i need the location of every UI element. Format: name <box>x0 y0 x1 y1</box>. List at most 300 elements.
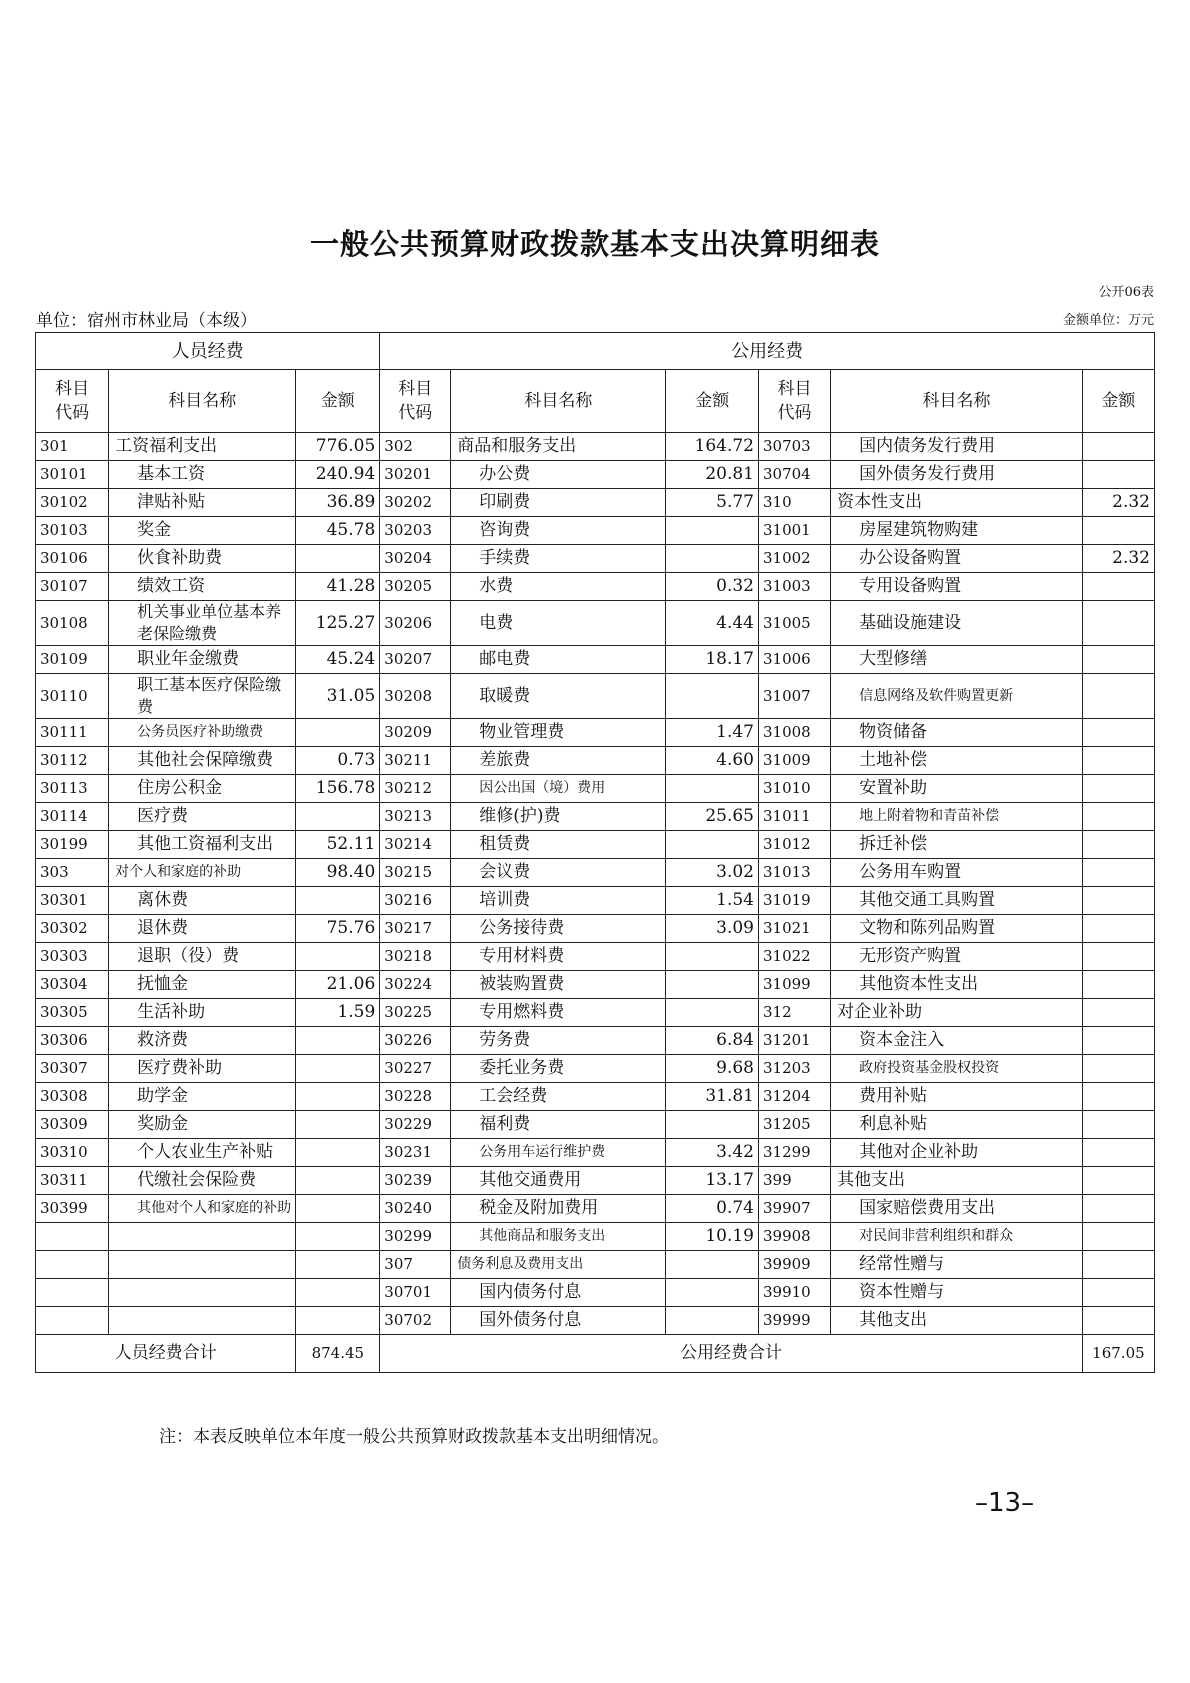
amount-cell <box>666 1251 759 1279</box>
amount-cell: 3.09 <box>666 915 759 943</box>
code-cell: 30106 <box>36 545 109 573</box>
name-cell: 奖金 <box>109 517 296 545</box>
table-row <box>36 859 1155 887</box>
name-cell: 资本金注入 <box>831 1027 1083 1055</box>
name-cell <box>109 1307 296 1335</box>
form-number: 公开06表 <box>1098 285 1154 300</box>
code-cell: 303 <box>36 859 109 887</box>
code-cell: 31010 <box>759 775 831 803</box>
table-row <box>36 489 1155 517</box>
name-cell: 医疗费 <box>109 803 296 831</box>
header-name: 科目名称 <box>109 370 296 433</box>
code-cell: 312 <box>759 999 831 1027</box>
amount-cell <box>1082 1279 1154 1307</box>
code-cell: 39908 <box>759 1223 831 1251</box>
code-cell: 30240 <box>380 1195 451 1223</box>
code-cell: 31007 <box>759 674 831 719</box>
table-row <box>36 1279 1155 1307</box>
name-cell: 个人农业生产补贴 <box>109 1139 296 1167</box>
name-cell: 维修(护)费 <box>451 803 666 831</box>
amount-cell: 98.40 <box>296 859 380 887</box>
amount-cell <box>666 674 759 719</box>
amount-cell <box>1082 1111 1154 1139</box>
header-code: 科目 代码 <box>759 370 831 433</box>
code-cell: 30226 <box>380 1027 451 1055</box>
table-row <box>36 775 1155 803</box>
code-cell: 31003 <box>759 573 831 601</box>
name-cell: 其他交通费用 <box>451 1167 666 1195</box>
amount-cell <box>1082 674 1154 719</box>
code-cell: 30702 <box>380 1307 451 1335</box>
code-cell: 30304 <box>36 971 109 999</box>
name-cell: 办公费 <box>451 461 666 489</box>
name-cell: 资本性赠与 <box>831 1279 1083 1307</box>
code-cell: 30211 <box>380 747 451 775</box>
amount-cell <box>296 943 380 971</box>
name-cell: 租赁费 <box>451 831 666 859</box>
code-cell: 30216 <box>380 887 451 915</box>
amount-cell: 0.32 <box>666 573 759 601</box>
amount-cell: 31.05 <box>296 674 380 719</box>
name-cell: 工会经费 <box>451 1083 666 1111</box>
name-cell: 物资储备 <box>831 719 1083 747</box>
header-name: 科目名称 <box>831 370 1083 433</box>
amount-cell <box>1082 461 1154 489</box>
header-amount: 金额 <box>1082 370 1154 433</box>
name-cell: 劳务费 <box>451 1027 666 1055</box>
table-row <box>36 1111 1155 1139</box>
name-cell: 福利费 <box>451 1111 666 1139</box>
amount-cell <box>296 887 380 915</box>
code-cell: 30302 <box>36 915 109 943</box>
name-cell: 津贴补贴 <box>109 489 296 517</box>
name-cell: 基本工资 <box>109 461 296 489</box>
name-cell: 公务用车运行维护费 <box>451 1139 666 1167</box>
code-cell: 30112 <box>36 747 109 775</box>
name-cell: 生活补助 <box>109 999 296 1027</box>
amount-cell <box>296 1111 380 1139</box>
code-cell: 30701 <box>380 1279 451 1307</box>
amount-cell: 125.27 <box>296 601 380 646</box>
amount-cell <box>1082 1083 1154 1111</box>
name-cell: 因公出国（境）费用 <box>451 775 666 803</box>
code-cell: 39907 <box>759 1195 831 1223</box>
name-cell: 房屋建筑物购建 <box>831 517 1083 545</box>
name-cell: 国外债务发行费用 <box>831 461 1083 489</box>
name-cell: 公务用车购置 <box>831 859 1083 887</box>
name-cell: 债务利息及费用支出 <box>451 1251 666 1279</box>
name-cell: 手续费 <box>451 545 666 573</box>
amount-cell <box>666 999 759 1027</box>
name-cell: 公务接待费 <box>451 915 666 943</box>
code-cell: 31204 <box>759 1083 831 1111</box>
name-cell: 费用补贴 <box>831 1083 1083 1111</box>
amount-cell <box>1082 1055 1154 1083</box>
amount-cell <box>666 831 759 859</box>
name-cell: 无形资产购置 <box>831 943 1083 971</box>
amount-cell <box>666 1307 759 1335</box>
header-name: 科目名称 <box>451 370 666 433</box>
code-cell: 30301 <box>36 887 109 915</box>
page-number: –13– <box>975 1488 1035 1518</box>
code-cell: 30308 <box>36 1083 109 1111</box>
amount-cell <box>1082 1195 1154 1223</box>
name-cell: 邮电费 <box>451 646 666 674</box>
amount-cell <box>1082 915 1154 943</box>
amount-cell: 18.17 <box>666 646 759 674</box>
name-cell: 救济费 <box>109 1027 296 1055</box>
name-cell: 住房公积金 <box>109 775 296 803</box>
table-row <box>36 943 1155 971</box>
code-cell: 30207 <box>380 646 451 674</box>
public-total-amount: 167.05 <box>1082 1335 1154 1373</box>
amount-cell <box>296 1223 380 1251</box>
code-cell: 31006 <box>759 646 831 674</box>
totals-row <box>36 1335 1155 1373</box>
code-cell: 30227 <box>380 1055 451 1083</box>
code-cell: 30107 <box>36 573 109 601</box>
code-cell <box>36 1251 109 1279</box>
header-code: 科目 代码 <box>36 370 109 433</box>
amount-cell <box>296 1027 380 1055</box>
amount-cell <box>296 545 380 573</box>
table-row <box>36 573 1155 601</box>
table-row <box>36 601 1155 646</box>
code-cell: 30399 <box>36 1195 109 1223</box>
amount-cell: 20.81 <box>666 461 759 489</box>
name-cell: 物业管理费 <box>451 719 666 747</box>
code-cell: 30311 <box>36 1167 109 1195</box>
amount-cell <box>1082 859 1154 887</box>
table-row <box>36 747 1155 775</box>
name-cell: 被装购置费 <box>451 971 666 999</box>
code-cell: 39910 <box>759 1279 831 1307</box>
amount-cell: 36.89 <box>296 489 380 517</box>
code-cell: 30303 <box>36 943 109 971</box>
amount-cell: 1.59 <box>296 999 380 1027</box>
table-row <box>36 719 1155 747</box>
name-cell: 办公设备购置 <box>831 545 1083 573</box>
name-cell: 专用材料费 <box>451 943 666 971</box>
name-cell: 其他交通工具购置 <box>831 887 1083 915</box>
code-cell: 31021 <box>759 915 831 943</box>
code-cell: 31001 <box>759 517 831 545</box>
name-cell: 印刷费 <box>451 489 666 517</box>
expenditure-table <box>35 332 1155 1373</box>
amount-cell: 4.44 <box>666 601 759 646</box>
name-cell: 职业年金缴费 <box>109 646 296 674</box>
code-cell: 30101 <box>36 461 109 489</box>
table-row <box>36 1027 1155 1055</box>
amount-cell <box>1082 1223 1154 1251</box>
amount-cell: 31.81 <box>666 1083 759 1111</box>
money-unit: 金额单位：万元 <box>1062 313 1154 328</box>
amount-cell: 4.60 <box>666 747 759 775</box>
table-row <box>36 999 1155 1027</box>
amount-cell: 13.17 <box>666 1167 759 1195</box>
code-cell: 30202 <box>380 489 451 517</box>
amount-cell <box>666 545 759 573</box>
amount-cell <box>296 1279 380 1307</box>
table-row <box>36 831 1155 859</box>
table-row <box>36 545 1155 573</box>
name-cell <box>109 1279 296 1307</box>
code-cell: 30102 <box>36 489 109 517</box>
amount-cell: 3.42 <box>666 1139 759 1167</box>
name-cell: 咨询费 <box>451 517 666 545</box>
code-cell: 31019 <box>759 887 831 915</box>
name-cell: 伙食补助费 <box>109 545 296 573</box>
code-cell: 31203 <box>759 1055 831 1083</box>
name-cell: 利息补贴 <box>831 1111 1083 1139</box>
name-cell: 工资福利支出 <box>109 433 296 461</box>
amount-cell <box>1082 943 1154 971</box>
amount-cell <box>1082 1307 1154 1335</box>
table-row <box>36 1055 1155 1083</box>
amount-cell <box>1082 719 1154 747</box>
reporting-unit: 单位：宿州市林业局（本级） <box>36 311 257 331</box>
name-cell: 其他支出 <box>831 1307 1083 1335</box>
table-row <box>36 1307 1155 1335</box>
code-cell: 31013 <box>759 859 831 887</box>
name-cell: 水费 <box>451 573 666 601</box>
amount-cell <box>1082 803 1154 831</box>
code-cell: 30214 <box>380 831 451 859</box>
code-cell: 30209 <box>380 719 451 747</box>
code-cell: 31012 <box>759 831 831 859</box>
name-cell: 机关事业单位基本养老保险缴费 <box>109 601 296 646</box>
code-cell: 30218 <box>380 943 451 971</box>
name-cell: 大型修缮 <box>831 646 1083 674</box>
code-cell <box>36 1307 109 1335</box>
table-row <box>36 674 1155 719</box>
name-cell: 拆迁补偿 <box>831 831 1083 859</box>
amount-cell: 21.06 <box>296 971 380 999</box>
name-cell: 基础设施建设 <box>831 601 1083 646</box>
amount-cell <box>666 1111 759 1139</box>
code-cell: 39999 <box>759 1307 831 1335</box>
amount-cell <box>1082 433 1154 461</box>
code-cell: 30208 <box>380 674 451 719</box>
amount-cell: 25.65 <box>666 803 759 831</box>
table-row <box>36 1223 1155 1251</box>
name-cell: 国内债务发行费用 <box>831 433 1083 461</box>
code-cell: 30231 <box>380 1139 451 1167</box>
table-row <box>36 887 1155 915</box>
name-cell: 商品和服务支出 <box>451 433 666 461</box>
code-cell: 30239 <box>380 1167 451 1195</box>
name-cell: 信息网络及软件购置更新 <box>831 674 1083 719</box>
name-cell: 差旅费 <box>451 747 666 775</box>
code-cell: 30704 <box>759 461 831 489</box>
name-cell: 文物和陈列品购置 <box>831 915 1083 943</box>
name-cell: 对民间非营利组织和群众 <box>831 1223 1083 1251</box>
amount-cell: 41.28 <box>296 573 380 601</box>
name-cell: 医疗费补助 <box>109 1055 296 1083</box>
amount-cell: 0.74 <box>666 1195 759 1223</box>
code-cell: 30206 <box>380 601 451 646</box>
code-cell: 30205 <box>380 573 451 601</box>
code-cell: 30109 <box>36 646 109 674</box>
code-cell: 30111 <box>36 719 109 747</box>
table-row <box>36 971 1155 999</box>
name-cell: 其他社会保障缴费 <box>109 747 296 775</box>
amount-cell: 0.73 <box>296 747 380 775</box>
name-cell: 地上附着物和青苗补偿 <box>831 803 1083 831</box>
code-cell: 31099 <box>759 971 831 999</box>
code-cell: 302 <box>380 433 451 461</box>
amount-cell <box>296 1055 380 1083</box>
amount-cell <box>1082 517 1154 545</box>
amount-cell <box>296 1139 380 1167</box>
code-cell: 30703 <box>759 433 831 461</box>
code-cell: 307 <box>380 1251 451 1279</box>
name-cell: 绩效工资 <box>109 573 296 601</box>
amount-cell <box>666 517 759 545</box>
code-cell: 31201 <box>759 1027 831 1055</box>
code-cell <box>36 1223 109 1251</box>
amount-cell: 52.11 <box>296 831 380 859</box>
name-cell <box>109 1251 296 1279</box>
amount-cell: 10.19 <box>666 1223 759 1251</box>
name-cell: 土地补偿 <box>831 747 1083 775</box>
name-cell: 委托业务费 <box>451 1055 666 1083</box>
code-cell: 310 <box>759 489 831 517</box>
amount-cell: 164.72 <box>666 433 759 461</box>
name-cell: 资本性支出 <box>831 489 1083 517</box>
amount-cell <box>1082 1027 1154 1055</box>
code-cell: 30113 <box>36 775 109 803</box>
header-code: 科目 代码 <box>380 370 451 433</box>
table-row <box>36 1083 1155 1111</box>
code-cell: 31022 <box>759 943 831 971</box>
code-cell: 31002 <box>759 545 831 573</box>
amount-cell <box>1082 887 1154 915</box>
name-cell: 国内债务付息 <box>451 1279 666 1307</box>
amount-cell <box>296 719 380 747</box>
amount-cell <box>1082 1139 1154 1167</box>
code-cell: 31009 <box>759 747 831 775</box>
name-cell: 奖励金 <box>109 1111 296 1139</box>
page-title: 一般公共预算财政拨款基本支出决算明细表 <box>309 227 880 261</box>
personnel-total-label: 人员经费合计 <box>36 1335 296 1373</box>
amount-cell: 1.47 <box>666 719 759 747</box>
amount-cell <box>1082 775 1154 803</box>
amount-cell: 3.02 <box>666 859 759 887</box>
code-cell: 30305 <box>36 999 109 1027</box>
code-cell: 39909 <box>759 1251 831 1279</box>
code-cell: 30201 <box>380 461 451 489</box>
code-cell: 30213 <box>380 803 451 831</box>
header-amount: 金额 <box>666 370 759 433</box>
code-cell: 30228 <box>380 1083 451 1111</box>
code-cell: 30310 <box>36 1139 109 1167</box>
table-row <box>36 1167 1155 1195</box>
name-cell: 税金及附加费用 <box>451 1195 666 1223</box>
amount-cell <box>666 775 759 803</box>
name-cell: 会议费 <box>451 859 666 887</box>
name-cell: 专用设备购置 <box>831 573 1083 601</box>
name-cell: 国家赔偿费用支出 <box>831 1195 1083 1223</box>
name-cell: 助学金 <box>109 1083 296 1111</box>
code-cell: 30212 <box>380 775 451 803</box>
amount-cell <box>296 1195 380 1223</box>
table-row <box>36 433 1155 461</box>
code-cell: 31005 <box>759 601 831 646</box>
group-header-public: 公用经费 <box>380 333 1155 370</box>
amount-cell: 2.32 <box>1082 545 1154 573</box>
code-cell: 30299 <box>380 1223 451 1251</box>
name-cell: 退休费 <box>109 915 296 943</box>
amount-cell: 156.78 <box>296 775 380 803</box>
code-cell: 30307 <box>36 1055 109 1083</box>
amount-cell <box>1082 1251 1154 1279</box>
amount-cell <box>1082 747 1154 775</box>
code-cell: 301 <box>36 433 109 461</box>
name-cell: 抚恤金 <box>109 971 296 999</box>
amount-cell <box>666 943 759 971</box>
name-cell: 离休费 <box>109 887 296 915</box>
amount-cell <box>666 1279 759 1307</box>
code-cell: 30217 <box>380 915 451 943</box>
name-cell: 其他对个人和家庭的补助 <box>109 1195 296 1223</box>
amount-cell <box>296 1083 380 1111</box>
amount-cell: 1.54 <box>666 887 759 915</box>
table-row <box>36 1139 1155 1167</box>
table-note: 注：本表反映单位本年度一般公共预算财政拨款基本支出明细情况。 <box>159 1427 669 1447</box>
code-cell: 30199 <box>36 831 109 859</box>
code-cell: 30306 <box>36 1027 109 1055</box>
amount-cell <box>1082 831 1154 859</box>
code-cell: 30103 <box>36 517 109 545</box>
code-cell: 30215 <box>380 859 451 887</box>
name-cell: 对企业补助 <box>831 999 1083 1027</box>
table-row <box>36 1251 1155 1279</box>
name-cell: 其他商品和服务支出 <box>451 1223 666 1251</box>
amount-cell <box>1082 971 1154 999</box>
code-cell: 30309 <box>36 1111 109 1139</box>
amount-cell <box>1082 1167 1154 1195</box>
name-cell: 政府投资基金股权投资 <box>831 1055 1083 1083</box>
code-cell: 30110 <box>36 674 109 719</box>
amount-cell: 2.32 <box>1082 489 1154 517</box>
table-row <box>36 1195 1155 1223</box>
group-header-personnel: 人员经费 <box>36 333 380 370</box>
name-cell: 其他工资福利支出 <box>109 831 296 859</box>
table-row <box>36 803 1155 831</box>
amount-cell: 5.77 <box>666 489 759 517</box>
amount-cell <box>296 803 380 831</box>
name-cell: 国外债务付息 <box>451 1307 666 1335</box>
name-cell: 其他支出 <box>831 1167 1083 1195</box>
name-cell: 安置补助 <box>831 775 1083 803</box>
name-cell: 专用燃料费 <box>451 999 666 1027</box>
amount-cell: 45.24 <box>296 646 380 674</box>
table-row <box>36 915 1155 943</box>
name-cell: 其他资本性支出 <box>831 971 1083 999</box>
name-cell: 其他对企业补助 <box>831 1139 1083 1167</box>
code-cell: 31299 <box>759 1139 831 1167</box>
table-row <box>36 517 1155 545</box>
name-cell <box>109 1223 296 1251</box>
code-cell: 30225 <box>380 999 451 1027</box>
amount-cell <box>1082 601 1154 646</box>
header-amount: 金额 <box>296 370 380 433</box>
code-cell: 30224 <box>380 971 451 999</box>
amount-cell <box>296 1251 380 1279</box>
name-cell: 公务员医疗补助缴费 <box>109 719 296 747</box>
name-cell: 培训费 <box>451 887 666 915</box>
